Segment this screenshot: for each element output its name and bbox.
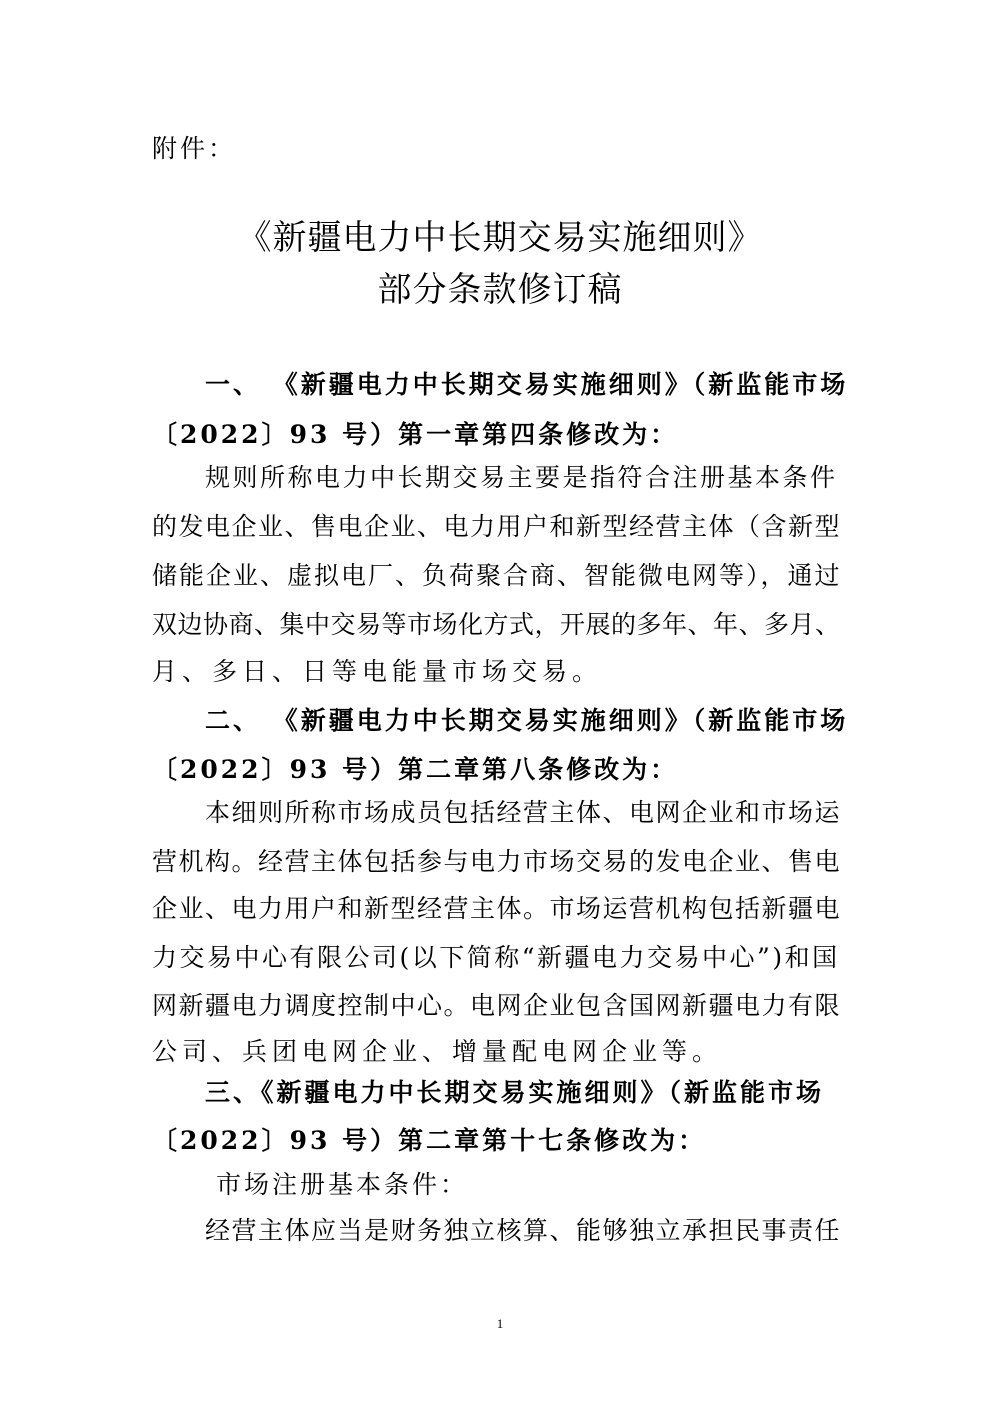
- document-title-line-2: 部分条款修订稿: [377, 270, 623, 310]
- section-2-body-line: 企业、电力用户和新型经营主体。市场运营机构包括新疆电: [152, 894, 842, 923]
- attachment-label: 附件：: [152, 134, 237, 163]
- section-2-heading-line-1: 二、 《新疆电力中长期交易实施细则》（新监能市场: [205, 706, 849, 735]
- section-3-heading-line-1: 三、《新疆电力中长期交易实施细则》（新监能市场: [205, 1078, 825, 1107]
- section-2-body-line: 网新疆电力调度控制中心。电网企业包含国网新疆电力有限: [152, 991, 842, 1020]
- section-1-body-line: 双边协商、集中交易等市场化方式，开展的多年、年、多月、: [152, 610, 841, 639]
- page-number: 1: [496, 1316, 504, 1331]
- section-1-body-line: 规则所称电力中长期交易主要是指符合注册基本条件: [205, 463, 838, 492]
- section-2-body-line: 本细则所称市场成员包括经营主体、电网企业和市场运: [205, 798, 842, 827]
- section-3-heading-line-2: 〔2022〕93 号）第二章第十七条修改为：: [152, 1126, 707, 1155]
- section-1-body-line: 储能企业、虚拟电厂、负荷聚合商、智能微电网等），通过: [152, 561, 842, 590]
- document-title-line-1: 《新疆电力中长期交易实施细则》: [237, 218, 763, 258]
- section-2-heading-line-2: 〔2022〕93 号）第二章第八条修改为：: [152, 755, 679, 784]
- section-1-heading-line-1: 一、 《新疆电力中长期交易实施细则》（新监能市场: [205, 370, 849, 399]
- section-1-body-line: 的发电企业、售电企业、电力用户和新型经营主体（含新型: [152, 512, 842, 541]
- section-1-heading-line-2: 〔2022〕93 号）第一章第四条修改为：: [152, 420, 679, 449]
- section-2-body-line: 营机构。经营主体包括参与电力市场交易的发电企业、售电: [152, 847, 842, 876]
- section-3-body-line: 经营主体应当是财务独立核算、能够独立承担民事责任: [205, 1216, 842, 1245]
- section-1-body-line: 月、多日、日等电能量市场交易。: [152, 657, 603, 686]
- section-2-body-line: 力交易中心有限公司(以下简称“新疆电力交易中心”)和国: [152, 943, 840, 972]
- section-2-body-line: 公司、兵团电网企业、增量配电网企业等。: [152, 1037, 723, 1066]
- section-3-body-line: 市场注册基本条件：: [216, 1170, 469, 1199]
